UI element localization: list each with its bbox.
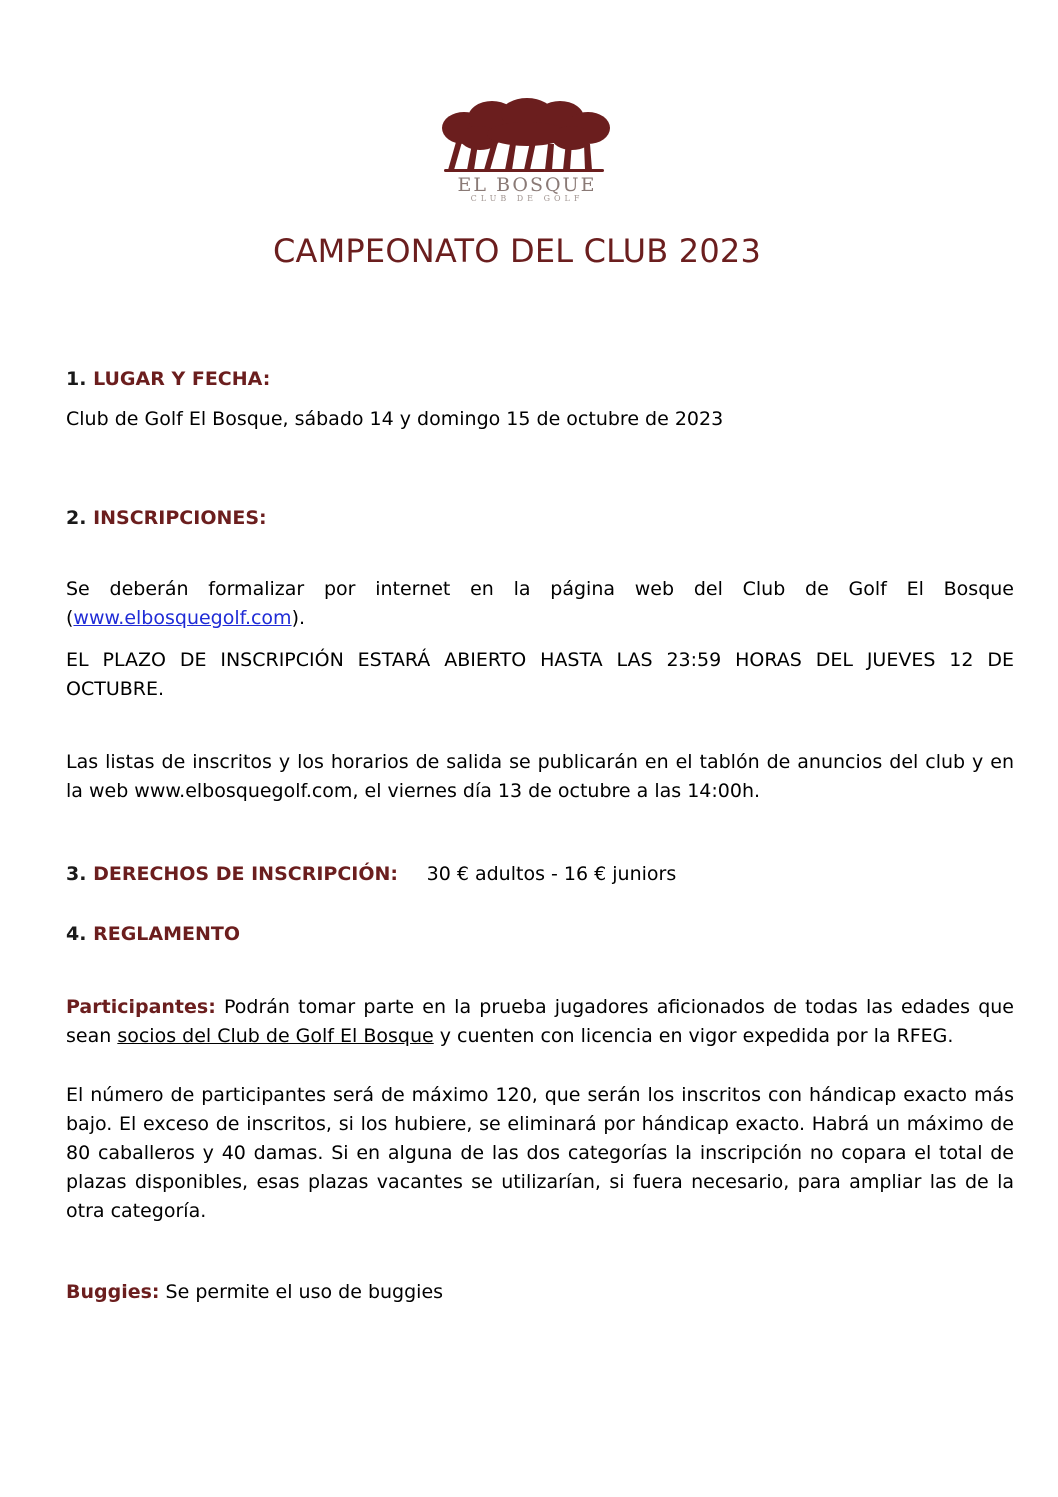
participants-paragraph	[66, 993, 1014, 1051]
inscriptions-text-before: Se deberán formalizar por internet en la página web del Club de Golf El Bosque (	[66, 578, 1014, 629]
participants-text-after: y cuenten con licencia en vigor expedida por la RFEG.	[433, 1025, 954, 1047]
club-logo	[432, 98, 622, 206]
page-title: CAMPEONATO DEL CLUB 2023	[272, 232, 762, 270]
logo-name: EL BOSQUE	[457, 174, 597, 196]
inscriptions-text-after: ).	[291, 607, 306, 629]
buggies-paragraph	[66, 1278, 1014, 1307]
lists-paragraph: Las listas de inscritos y los horarios de salida se publicarán en el tablón de anuncios del club y en la web www.elbosquegolf.com, el viernes día 13 de octubre a las 14:00h.	[66, 751, 1014, 802]
section-2-heading	[66, 507, 267, 529]
section-3-heading	[66, 863, 676, 885]
participants-label: Participantes:	[66, 996, 216, 1018]
buggies-text: Se permite el uso de buggies	[159, 1281, 444, 1303]
section-1-body: Club de Golf El Bosque, sábado 14 y domingo 15 de octubre de 2023	[66, 408, 724, 430]
section-4-title: REGLAMENTO	[93, 923, 240, 945]
section-1-heading	[66, 368, 270, 390]
deadline-paragraph: EL PLAZO DE INSCRIPCIÓN ESTARÁ ABIERTO HASTA LAS 23:59 HORAS DEL JUEVES 12 DE OCTUBRE.	[66, 649, 1014, 700]
inscriptions-paragraph	[66, 575, 1014, 633]
logo-subtitle: CLUB DE GOLF	[470, 194, 584, 203]
fees-value: 30 € adultos - 16 € juniors	[426, 863, 677, 885]
section-3-number: 3.	[66, 863, 87, 885]
section-4-heading	[66, 923, 240, 945]
section-3-title: DERECHOS DE INSCRIPCIÓN:	[93, 863, 398, 885]
section-1-title: LUGAR Y FECHA:	[93, 368, 271, 390]
participants-text-before: Podrán tomar parte en la prueba jugadores aficionados de todas las edades que sean	[66, 996, 1014, 1047]
section-1-number: 1.	[66, 368, 87, 390]
buggies-label: Buggies:	[66, 1281, 160, 1303]
website-link[interactable]: www.elbosquegolf.com	[73, 607, 292, 629]
section-2-number: 2.	[66, 507, 87, 529]
members-requirement: socios del Club de Golf El Bosque	[117, 1025, 434, 1047]
participants-limit-paragraph: El número de participantes será de máximo 120, que serán los inscritos con hándicap exacto más bajo. El exceso de inscritos, si los hubiere, se eliminará por hándicap exacto. Habrá un máximo de 80 caballeros y 40 damas. Si en alguna de las dos categorías la inscripción no copara el total de plazas disponibles, esas plazas vacantes se utilizarían, si fuera necesario, para ampliar las de la otra categoría.	[66, 1084, 1014, 1222]
section-2-title: INSCRIPCIONES:	[93, 507, 267, 529]
section-4-number: 4.	[66, 923, 87, 945]
